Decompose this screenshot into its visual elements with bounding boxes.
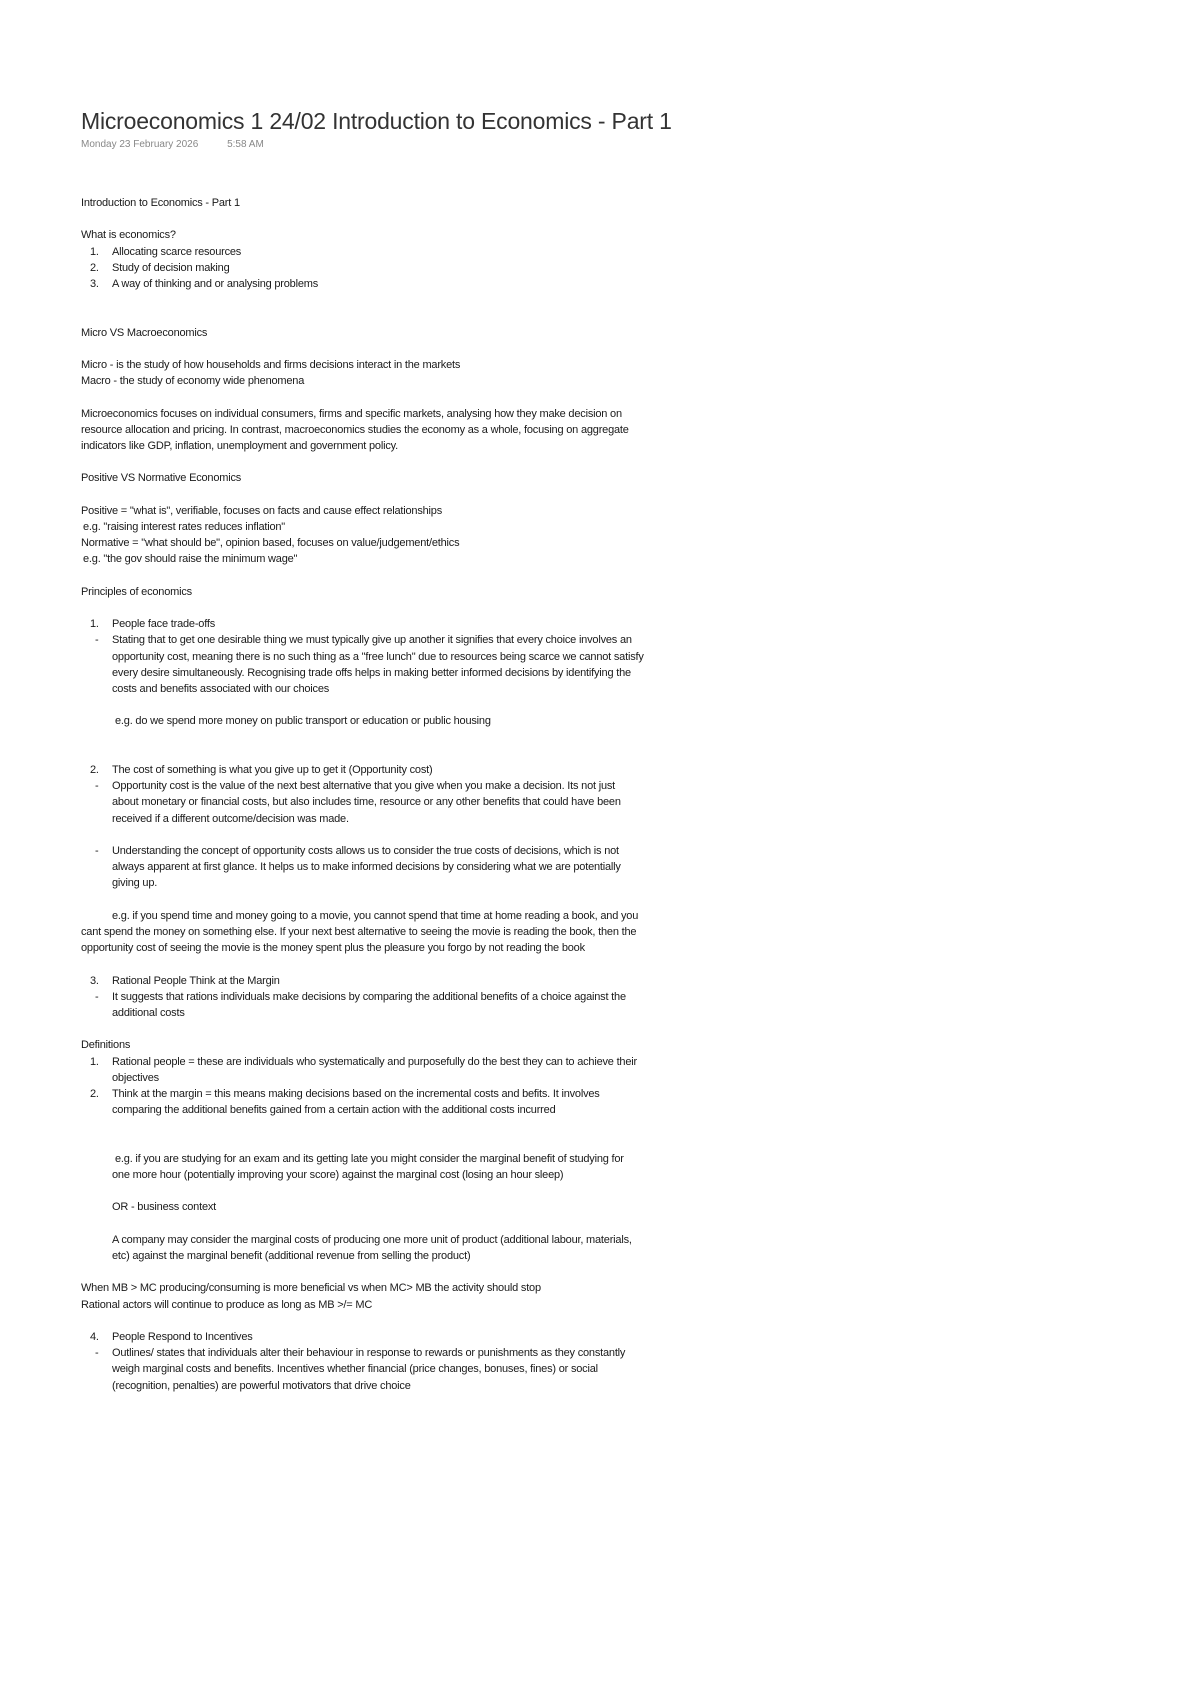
- micro-macro-para-line: indicators like GDP, inflation, unemployment and government policy.: [81, 439, 398, 452]
- note-date: Monday 23 February 2026: [81, 139, 199, 150]
- list-item: 1. Allocating scarce resources: [90, 245, 242, 258]
- micro-macro-heading: Micro VS Macroeconomics: [81, 326, 208, 339]
- principle-2-bullet: - Understanding the concept of opportunity costs allows us to consider the true costs of decisions, which is not always apparent at first glance. It helps us to make informed decisions by considering what we are potentially giving up.: [95, 844, 621, 890]
- note-time: 5:58 AM: [227, 139, 264, 150]
- what-is-list: [81, 244, 761, 293]
- principle-3-bullet: - It suggests that rations individuals make decisions by comparing the additional benefits of a choice against the additional costs: [95, 990, 626, 1019]
- what-is-heading: What is economics?: [81, 229, 176, 242]
- mb-mc-rule: When MB > MC producing/consuming is more beneficial vs when MC> MB the activity should stop: [81, 1282, 541, 1295]
- list-item: 2. Study of decision making: [90, 261, 230, 274]
- note-body: [81, 195, 761, 1394]
- intro-heading: Introduction to Economics - Part 1: [81, 197, 240, 209]
- definition-item: 1. Rational people = these are individuals who systematically and purposefully do the best they can to achieve their objectives: [90, 1055, 637, 1084]
- principle-2-bullet: - Opportunity cost is the value of the next best alternative that you give when you make a decision. Its not just about monetary or financial costs, but also includes time, resource or any other benefits that could have been received if a different outcome/decision was made.: [95, 780, 621, 825]
- list-item: 3. A way of thinking and or analysing problems: [90, 278, 319, 290]
- micro-macro-para-line: Microeconomics focuses on individual consumers, firms and specific markets, analysing how they make decision on: [81, 407, 622, 420]
- note-meta: [81, 139, 761, 153]
- page-title: Microeconomics 1 24/02 Introduction to Economics - Part 1: [81, 108, 672, 134]
- positive-definition: Positive = "what is", verifiable, focuses on facts and cause effect relationships: [81, 504, 443, 517]
- principle-1-title: 1. People face trade-offs: [90, 618, 216, 631]
- principle-4-title: 4. People Respond to Incentives: [90, 1330, 253, 1343]
- principle-2-title: 2. The cost of something is what you give up to get it (Opportunity cost): [90, 763, 433, 776]
- normative-definition: Normative = "what should be", opinion based, focuses on value/judgement/ethics: [81, 537, 460, 550]
- principles-heading: Principles of economics: [81, 585, 192, 598]
- business-example: A company may consider the marginal costs of producing one more unit of product (additional labour, materials, etc) against the marginal benefit (additional revenue from selling the product): [112, 1233, 632, 1262]
- definitions-heading: Definitions: [81, 1039, 131, 1052]
- pos-norm-heading: Positive VS Normative Economics: [81, 472, 242, 485]
- micro-definition: Micro - is the study of how households and firms decisions interact in the markets: [81, 358, 461, 371]
- principle-1-bullet: - Stating that to get one desirable thing we must typically give up another it signifies that every choice involves an opportunity cost, meaning there is no such thing as a "free lunch" due to resources being scarce we cannot satisfy every desire simultaneously. Recognising trade offs helps in making better informed decisions by identifying the costs and benefits associated with our choices: [95, 634, 644, 695]
- micro-macro-para-line: resource allocation and pricing. In contrast, macroeconomics studies the economy as a whole, focusing on aggregate: [81, 423, 629, 436]
- business-context-label: OR - business context: [112, 1201, 217, 1214]
- principle-2-example: e.g. if you spend time and money going to a movie, you cannot spend that time at home reading a book, and you cant spend the money on something else. If your next best alternative to seeing the movie is reading the book, then the opportunity cost of seeing the movie is the money spent plus the pleasure you forgo by not reading the book: [81, 909, 639, 955]
- definition-item: 2. Think at the margin = this means making decisions based on the incremental costs and befits. It involves comparing the additional benefits gained from a certain action with the additional costs incurred: [90, 1087, 600, 1117]
- principle-1-example: e.g. do we spend more money on public transport or education or public housing: [115, 715, 491, 728]
- definitions-example: e.g. if you are studying for an exam and its getting late you might consider the marginal benefit of studying for one more hour (potentially improving your score) against the marginal cost (losing an hour sleep): [112, 1152, 624, 1181]
- mb-mc-rule: Rational actors will continue to produce as long as MB >/= MC: [81, 1298, 373, 1311]
- principle-4-bullet: - Outlines/ states that individuals alter their behaviour in response to rewards or punishments as they constantly weigh marginal costs and benefits. Incentives whether financial (price changes, bonuses, fines) or social (recognition, penalties) are powerful motivators that drive choice: [95, 1347, 626, 1392]
- principle-3-title: 3. Rational People Think at the Margin: [90, 974, 280, 987]
- positive-example: e.g. "raising interest rates reduces inflation": [83, 520, 286, 533]
- normative-example: e.g. "the gov should raise the minimum wage": [83, 553, 298, 566]
- macro-definition: Macro - the study of economy wide phenomena: [81, 375, 305, 388]
- note-page: [81, 106, 761, 1394]
